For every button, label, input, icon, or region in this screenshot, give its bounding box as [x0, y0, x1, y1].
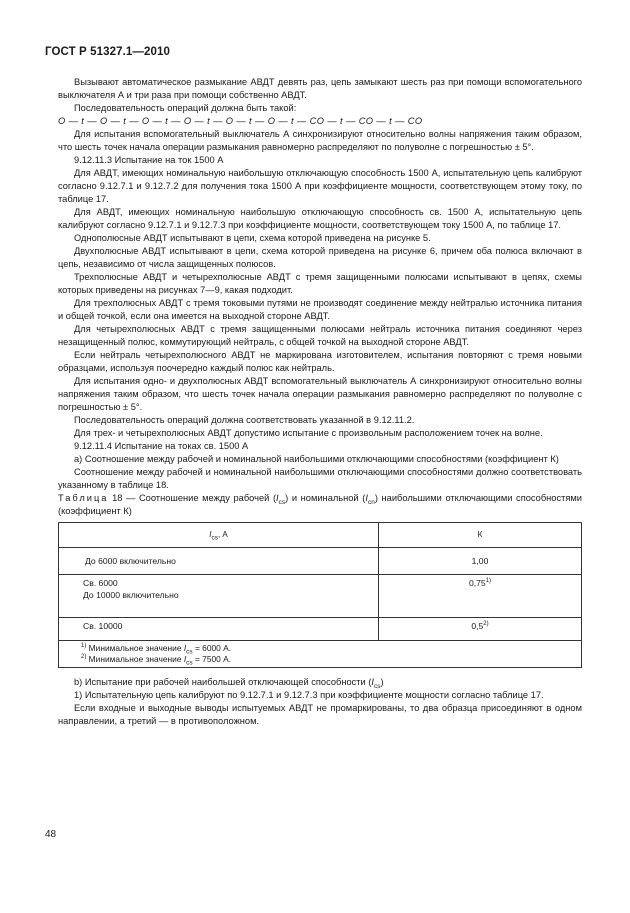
table-row	[59, 618, 582, 641]
paragraph: Последовательность операций должна соответствовать указанной в 9.12.11.2.	[74, 415, 415, 425]
table-cell: 0,75$^{1)}$	[379, 575, 582, 618]
document-body	[58, 76, 582, 728]
paragraph: Последовательность операций должна быть такой:	[74, 103, 297, 113]
page-number: 48	[45, 829, 57, 840]
table-cell: 0,5$^{2)}$	[379, 618, 582, 641]
paragraph: а) Соотношение между рабочей и номинальной наибольшими отключающими способностями (коэффициент К)	[74, 454, 559, 464]
table-caption-number: 18	[112, 493, 123, 503]
table-cell: До 6000 включительно	[59, 548, 379, 575]
paragraph: Для трехполюсных АВДТ с тремя токовыми путями не производят соединение между нейтралью источника питания и общей точкой, если она имеется на выходной стороне АВДТ.	[58, 298, 582, 321]
paragraph: Для испытания вспомогательный выключатель А синхронизируют относительно волны напряжения таким образом, что шесть точек начала операции размыкания равномерно распределяют по полуволне с погрешностью ± 5°.	[58, 129, 582, 152]
paragraph: Для АВДТ, имеющих номинальную наибольшую отключающую способность св. 1500 А, испытательную цепь калибруют согласно 9.12.7.1 и 9.12.7.3 при коэффициенте мощности, соответствующем току 1500 А, по таблице 17.	[58, 207, 582, 230]
table-header-ics: $I_{cs}$, А	[59, 523, 379, 548]
paragraph: Если входные и выходные выводы испытуемых АВДТ не промаркированы, то два образца присоединяют в одном направлении, а третий — в противоположном.	[58, 703, 582, 726]
table-header-row	[59, 523, 582, 548]
paragraph: Для АВДТ, имеющих номинальную наибольшую отключающую способность 1500 А, испытательную цепь калибруют согласно 9.12.7.1 и 9.12.7.2 для получения тока 1500 А при коэффициенте мощности, соответствующем этому току, по таблице 17.	[58, 168, 582, 204]
paragraph: Двухполюсные АВДТ испытывают в цепи, схема которой приведена на рисунке 6, причем оба полюса включают в цепь, независимо от числа защищенных полюсов.	[58, 246, 582, 269]
paragraph: Если нейтраль четырехполюсного АВДТ не маркирована изготовителем, испытания повторяют с тремя новыми образцами, используя поочередно каждый полюс как нейтраль.	[58, 350, 582, 373]
document-header: ГОСТ Р 51327.1—2010	[45, 46, 170, 58]
paragraph: b) Испытание при рабочей наибольшей отключающей способности $(I_{cs})$	[74, 677, 384, 690]
table-row	[59, 548, 582, 575]
table-cell: Св. 6000 До 10000 включительно	[59, 575, 379, 618]
section-heading: 9.12.11.3 Испытание на ток 1500 А	[74, 155, 224, 165]
table-caption-label: Таблица	[58, 493, 109, 503]
table-notes-row	[59, 641, 582, 668]
table-header-k: К	[379, 523, 582, 548]
footnote: $^{2)}$ Минимальное значение $I_{cs} = 7500$ А.	[81, 654, 232, 667]
paragraph: Для испытания одно- и двухполюсных АВДТ вспомогательный выключатель А синхронизируют относительно волны напряжения таким образом, что шесть точек начала операции размыкания равномерно распределяют по полуволне с погрешностью ± 5°.	[58, 376, 582, 412]
table-caption: Таблица 18 — Соотношение между рабочей $(I_{cs})$ и номинальной $(I_{cn})$ наибольшими отключающими способностями (коэффициент К)	[58, 493, 582, 516]
table-18	[58, 522, 582, 668]
paragraph: 1) Испытательную цепь калибруют по 9.12.7.1 и 9.12.7.3 при коэффициенте мощности согласно таблице 17.	[74, 690, 544, 700]
table-footnotes	[59, 641, 582, 668]
table-cell: Св. 10000	[59, 618, 379, 641]
paragraph: Однополюсные АВДТ испытывают в цепи, схема которой приведена на рисунке 5.	[74, 233, 431, 243]
footnote: $^{1)}$ Минимальное значение $I_{cs} = 6000$ А.	[81, 643, 232, 656]
table-cell: 1,00	[379, 548, 582, 575]
paragraph: Вызывают автоматическое размыкание АВДТ девять раз, цепь замыкают шесть раз при помощи вспомогательного выключателя А и три раза при помощи собственно АВДТ.	[58, 77, 582, 100]
paragraph: Для четырехполюсных АВДТ с тремя защищенными полюсами нейтраль источника питания соединяют через незащищенный полюс, коммутирующий нейтраль, с общей точкой на выходной стороне АВДТ.	[58, 324, 582, 347]
paragraph: Для трех- и четырехполюсных АВДТ допустимо испытание с произвольным расположением точек на волне.	[74, 428, 543, 438]
paragraph: Трехполюсные АВДТ и четырехполюсные АВДТ с тремя защищенными полюсами испытывают в цепях, схемы которых приведены на рисунках 7—9, какая подходит.	[58, 272, 582, 295]
operation-sequence-formula: O — t — O — t — O — t — O — t — O — t — O — t — CO — t — CO — t — CO	[58, 116, 423, 126]
table-row	[59, 575, 582, 618]
paragraph: Соотношение между рабочей и номинальной наибольшими отключающими способностями должно соответствовать указанному в таблице 18.	[58, 467, 582, 490]
section-heading: 9.12.11.4 Испытание на токах св. 1500 А	[74, 441, 249, 451]
